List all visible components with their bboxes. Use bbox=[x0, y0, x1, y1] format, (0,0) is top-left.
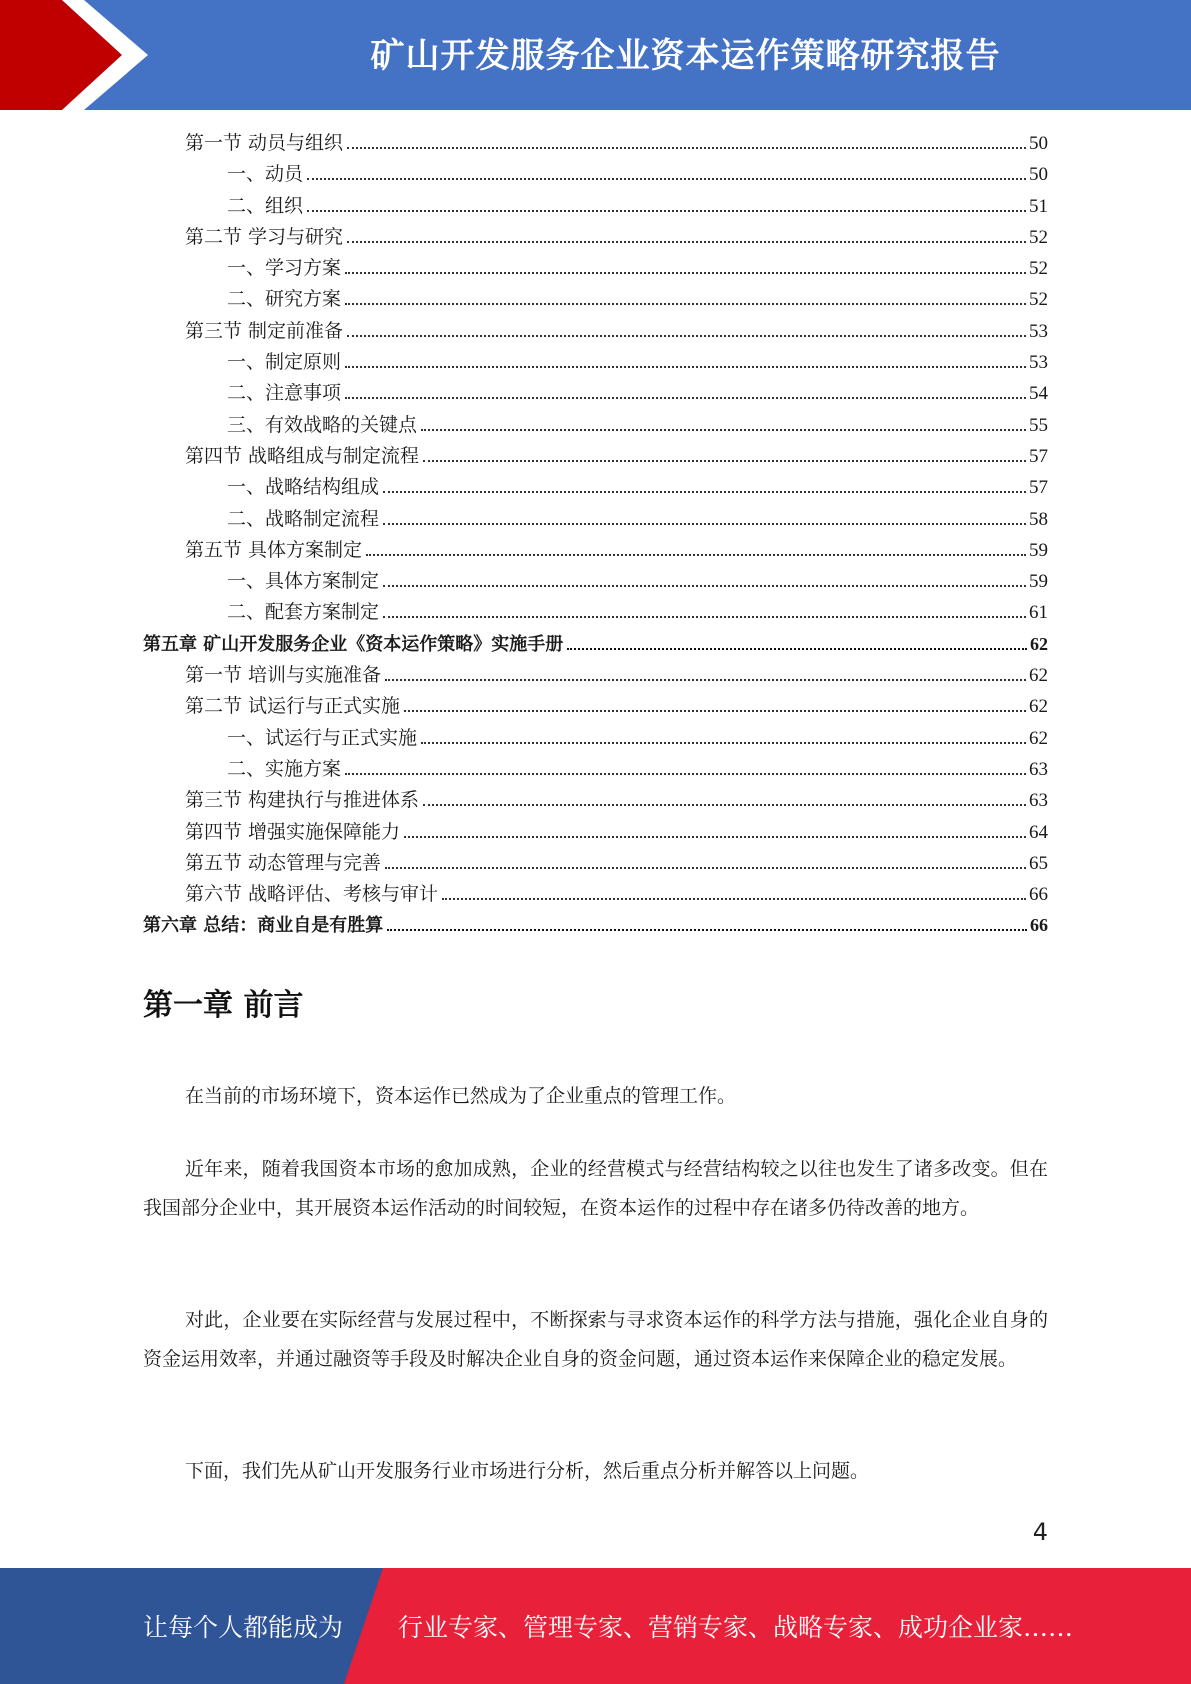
toc-section-entry[interactable] bbox=[143, 848, 1048, 879]
body-paragraph: 下面，我们先从矿山开发服务行业市场进行分析，然后重点分析并解答以上问题。 bbox=[185, 1460, 870, 1482]
toc-entry-page: 62 bbox=[1029, 727, 1048, 749]
body-paragraph: 在当前的市场环境下，资本运作已然成为了企业重点的管理工作。 bbox=[185, 1085, 737, 1107]
toc-entry-page: 50 bbox=[1029, 164, 1048, 186]
toc-entry-label: 一、战略结构组成 bbox=[227, 476, 380, 499]
toc-entry-page: 59 bbox=[1029, 571, 1048, 593]
toc-dot-leader bbox=[345, 773, 1026, 775]
toc-dot-leader bbox=[345, 397, 1026, 399]
toc-section-entry[interactable] bbox=[143, 691, 1048, 722]
body-paragraph: 对此，企业要在实际经营与发展过程中，不断探索与寻求资本运作的科学方法与措施，强化企业自身的资金运用效率，并通过融资等手段及时解决企业自身的资金问题，通过资本运作来保障企业的稳定发展。 bbox=[143, 1309, 1048, 1370]
toc-entry-page: 66 bbox=[1029, 884, 1048, 906]
toc-dot-leader bbox=[345, 303, 1026, 305]
toc-subsection-entry[interactable] bbox=[143, 410, 1048, 441]
toc-section-entry[interactable] bbox=[143, 316, 1048, 347]
toc-entry-label: 第一节 动员与组织 bbox=[185, 132, 344, 154]
toc-entry-label: 第四节 增强实施保障能力 bbox=[185, 820, 401, 843]
toc-entry-page: 63 bbox=[1029, 758, 1048, 780]
toc-subsection-entry[interactable] bbox=[143, 754, 1048, 785]
toc-entry-page: 62 bbox=[1029, 665, 1048, 687]
toc-entry-page: 63 bbox=[1029, 790, 1048, 812]
toc-dot-leader bbox=[383, 585, 1026, 587]
header-chevron-icon bbox=[0, 0, 160, 110]
toc-section-entry[interactable] bbox=[143, 785, 1048, 816]
document-title: 矿山开发服务企业资本运作策略研究报告 bbox=[370, 35, 1001, 76]
toc-entry-label: 二、研究方案 bbox=[227, 288, 342, 311]
toc-entry-page: 62 bbox=[1030, 633, 1048, 654]
toc-dot-leader bbox=[385, 867, 1026, 869]
toc-entry-page: 58 bbox=[1029, 508, 1048, 530]
toc-dot-leader bbox=[421, 742, 1026, 744]
toc-subsection-entry[interactable] bbox=[143, 566, 1048, 597]
toc-entry-page: 59 bbox=[1029, 539, 1048, 561]
toc-dot-leader bbox=[345, 366, 1026, 368]
toc-entry-page: 57 bbox=[1029, 445, 1048, 467]
toc-subsection-entry[interactable] bbox=[143, 159, 1048, 190]
toc-entry-label: 一、试运行与正式实施 bbox=[227, 726, 418, 749]
toc-entry-page: 50 bbox=[1029, 133, 1048, 154]
toc-entry-page: 55 bbox=[1029, 414, 1048, 436]
toc-dot-leader bbox=[442, 898, 1026, 900]
toc-entry-label: 一、制定原则 bbox=[227, 351, 342, 374]
toc-entry-page: 64 bbox=[1029, 821, 1048, 843]
toc-subsection-entry[interactable] bbox=[143, 191, 1048, 222]
toc-dot-leader bbox=[383, 491, 1026, 493]
toc-dot-leader bbox=[567, 648, 1027, 650]
page-header bbox=[0, 0, 1191, 110]
toc-section-entry[interactable] bbox=[143, 817, 1048, 848]
toc-entry-page: 51 bbox=[1029, 195, 1048, 217]
toc-dot-leader bbox=[366, 554, 1026, 556]
toc-dot-leader bbox=[423, 460, 1026, 462]
toc-entry-page: 66 bbox=[1030, 915, 1048, 936]
table-of-contents bbox=[143, 128, 1048, 942]
footer-slogan-left: 让每个人都能成为 bbox=[143, 1613, 344, 1642]
toc-entry-label: 第五节 动态管理与完善 bbox=[185, 851, 382, 874]
toc-entry-label: 第二节 试运行与正式实施 bbox=[185, 695, 401, 718]
toc-entry-label: 二、战略制定流程 bbox=[227, 507, 380, 530]
toc-dot-leader bbox=[404, 836, 1026, 838]
toc-dot-leader bbox=[347, 241, 1026, 243]
toc-section-entry[interactable] bbox=[143, 441, 1048, 472]
toc-entry-page: 62 bbox=[1029, 696, 1048, 718]
toc-entry-page: 52 bbox=[1029, 258, 1048, 280]
chapter-heading: 第一章 前言 bbox=[143, 988, 304, 1023]
toc-dot-leader bbox=[423, 804, 1026, 806]
toc-section-entry[interactable] bbox=[143, 535, 1048, 566]
toc-dot-leader bbox=[347, 335, 1026, 337]
toc-dot-leader bbox=[383, 616, 1026, 618]
toc-section-entry[interactable] bbox=[143, 222, 1048, 253]
toc-chapter-entry[interactable] bbox=[143, 910, 1048, 941]
toc-subsection-entry[interactable] bbox=[143, 504, 1048, 535]
toc-entry-page: 54 bbox=[1029, 383, 1048, 405]
toc-subsection-entry[interactable] bbox=[143, 253, 1048, 284]
toc-subsection-entry[interactable] bbox=[143, 378, 1048, 409]
toc-dot-leader bbox=[347, 147, 1026, 149]
toc-entry-label: 一、学习方案 bbox=[227, 257, 342, 280]
toc-section-entry[interactable] bbox=[143, 879, 1048, 910]
toc-entry-label: 一、具体方案制定 bbox=[227, 570, 380, 593]
toc-entry-label: 第五章 矿山开发服务企业《资本运作策略》实施手册 bbox=[143, 633, 564, 655]
toc-chapter-entry[interactable] bbox=[143, 629, 1048, 660]
toc-entry-label: 一、动员 bbox=[227, 163, 304, 186]
toc-dot-leader bbox=[383, 523, 1026, 525]
toc-dot-leader bbox=[385, 679, 1026, 681]
toc-entry-label: 第三节 构建执行与推进体系 bbox=[185, 789, 420, 812]
toc-entry-label: 二、实施方案 bbox=[227, 757, 342, 780]
toc-entry-page: 53 bbox=[1029, 320, 1048, 342]
toc-section-entry[interactable] bbox=[143, 660, 1048, 691]
toc-dot-leader bbox=[404, 710, 1026, 712]
toc-entry-label: 二、组织 bbox=[227, 194, 304, 217]
toc-dot-leader bbox=[387, 929, 1027, 931]
toc-entry-label: 第六章 总结：商业自是有胜算 bbox=[143, 915, 384, 937]
toc-entry-page: 57 bbox=[1029, 477, 1048, 499]
toc-entry-label: 第五节 具体方案制定 bbox=[185, 538, 363, 561]
toc-entry-page: 65 bbox=[1029, 852, 1048, 874]
toc-subsection-entry[interactable] bbox=[143, 347, 1048, 378]
page-number: 4 bbox=[1032, 1518, 1048, 1546]
toc-section-entry[interactable] bbox=[143, 128, 1048, 159]
toc-entry-page: 53 bbox=[1029, 352, 1048, 374]
toc-entry-page: 52 bbox=[1029, 289, 1048, 311]
toc-entry-label: 二、配套方案制定 bbox=[227, 601, 380, 624]
body-paragraph: 近年来，随着我国资本市场的愈加成熟，企业的经营模式与经营结构较之以往也发生了诸多改变。但在我国部分企业中，其开展资本运作活动的时间较短，在资本运作的过程中存在诸多仍待改善的地方。 bbox=[143, 1158, 1048, 1219]
page-footer bbox=[0, 1568, 1191, 1684]
toc-subsection-entry[interactable] bbox=[143, 597, 1048, 628]
toc-dot-leader bbox=[307, 210, 1026, 212]
toc-entry-label: 三、有效战略的关键点 bbox=[227, 413, 418, 436]
toc-dot-leader bbox=[421, 429, 1026, 431]
toc-dot-leader bbox=[307, 178, 1026, 180]
toc-entry-label: 二、注意事项 bbox=[227, 382, 342, 405]
footer-slogan-right: 行业专家、管理专家、营销专家、战略专家、成功企业家…… bbox=[398, 1613, 1074, 1642]
toc-entry-label: 第四节 战略组成与制定流程 bbox=[185, 444, 420, 467]
toc-entry-label: 第二节 学习与研究 bbox=[185, 225, 344, 248]
toc-entry-page: 52 bbox=[1029, 226, 1048, 248]
toc-subsection-entry[interactable] bbox=[143, 723, 1048, 754]
toc-entry-label: 第三节 制定前准备 bbox=[185, 319, 344, 342]
toc-subsection-entry[interactable] bbox=[143, 472, 1048, 503]
toc-entry-label: 第六节 战略评估、考核与审计 bbox=[185, 883, 439, 906]
toc-entry-label: 第一节 培训与实施准备 bbox=[185, 664, 382, 687]
toc-subsection-entry[interactable] bbox=[143, 284, 1048, 315]
toc-dot-leader bbox=[345, 272, 1026, 274]
toc-entry-page: 61 bbox=[1029, 602, 1048, 624]
